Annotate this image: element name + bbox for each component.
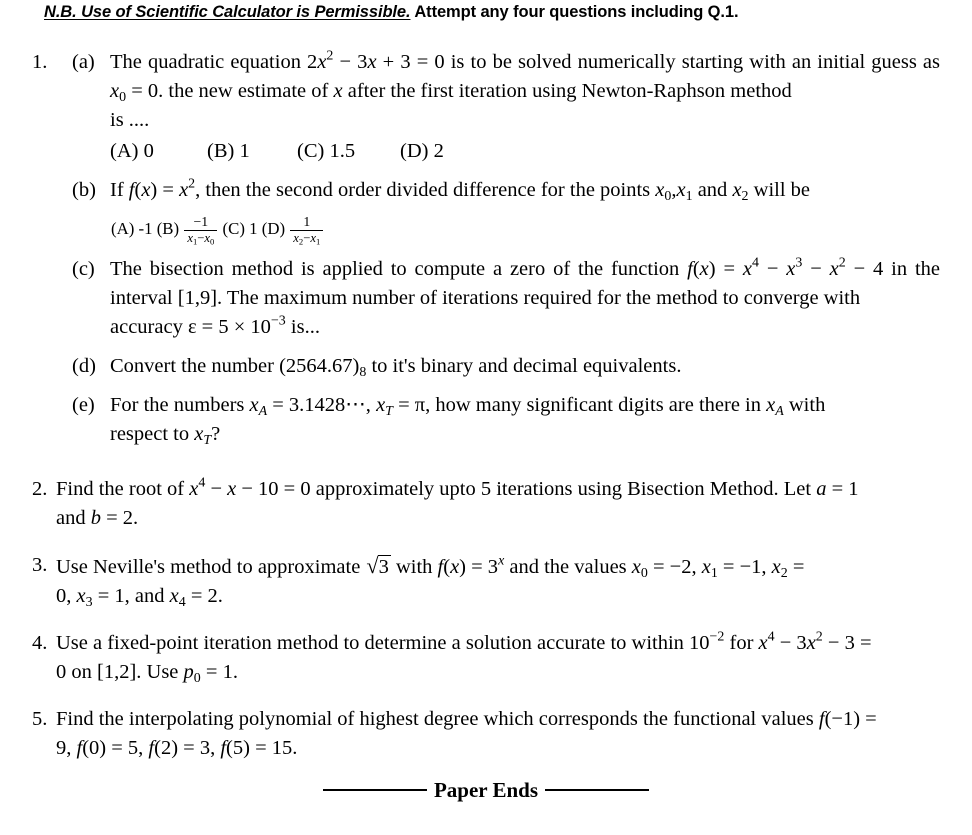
sqrt-3: √3	[366, 553, 389, 579]
question-4-text: Use a fixed-point iteration method to determine a solution accurate to within $10^{-2}$ for $x^4 - 3x^2 - 3$ = 0 on [1,2]. Use $p_0 = 1$.	[56, 629, 940, 687]
question-5-number: 5.	[32, 708, 48, 731]
question-1	[32, 48, 940, 449]
question-1d-text: Convert the number $(2564.67)_8$ to it's binary and decimal equivalents.	[110, 355, 682, 380]
question-4	[32, 629, 940, 687]
question-1e-tail: respect to $x_T$?	[110, 423, 221, 448]
question-2-number: 2.	[32, 478, 48, 501]
calculator-permission-note: N.B. Use of Scientific Calculator is Permissible.	[44, 3, 411, 21]
question-3-text: Use Neville's method to approximate √3 with $f(x) = 3^x$ and the values $x_0 = -2$, $x_1 = -1$, $x_2$ = 0, $x_3 = 1$, and $x_4 = 2$.	[56, 551, 940, 611]
question-1d-label: (d)	[72, 355, 96, 378]
question-3-tail: 0, $x_3 = 1$, and $x_4 = 2$.	[56, 585, 223, 610]
paper-ends-label: Paper Ends	[433, 778, 539, 802]
question-5-text: Find the interpolating polynomial of highest degree which corresponds the functional values f(−1) = 9, f(0) = 5, f(2) = 3, f(5) = 15.	[56, 705, 940, 763]
question-1d	[72, 352, 940, 381]
option-1b-D[interactable]: (D) $\frac{1}{x_2-x_1}$	[262, 219, 325, 238]
question-5-tail: 9, f(0) = 5, f(2) = 3, f(5) = 15.	[56, 737, 298, 760]
question-1c-tail: accuracy $\varepsilon = 5 \times 10^{-3}$ is...	[110, 313, 320, 339]
question-3-number: 3.	[32, 554, 48, 577]
question-1a	[72, 48, 940, 166]
option-1b-C[interactable]: (C) 1	[222, 219, 258, 239]
question-1a-label: (a)	[72, 51, 95, 73]
question-1e-text: For the numbers $x_A$ = 3.1428⋯, $x_T = \pi$, how many significant digits are there in $x_A$ with respect to $x_T$?	[110, 391, 940, 449]
option-1a-D[interactable]: (D) 2	[400, 140, 444, 162]
paper-ends-footer	[0, 778, 972, 803]
question-2-tail: and b = 2.	[56, 507, 139, 530]
question-5	[32, 705, 940, 763]
fraction-minus-one-over-x1-minus-x0: $\frac{-1}{x_1-x_0}$	[184, 214, 217, 245]
question-1e	[72, 391, 940, 449]
question-1b-label: (b)	[72, 179, 96, 201]
question-4-tail: 0 on [1,2]. Use $p_0 = 1$.	[56, 661, 238, 686]
question-1a-tail: is ....	[110, 109, 150, 131]
question-1b	[72, 176, 940, 245]
question-4-number: 4.	[32, 632, 48, 655]
question-1-number: 1.	[32, 51, 48, 73]
footer-rule-left	[323, 789, 427, 791]
option-1a-A[interactable]: (A) 0	[110, 140, 154, 162]
question-1e-label: (e)	[72, 394, 95, 417]
question-paper-body	[0, 48, 972, 763]
question-1a-text: The quadratic equation $2x^2 - 3x + 3 = 0$ is to be solved numerically starting with an initial guess as $x_0 = 0$. the new estimate of x after the first iteration using Newton-Raphson method is .... (A) 0 (B) 1 (C) 1.5 (D) 2	[110, 48, 940, 166]
option-1a-B[interactable]: (B) 1	[207, 140, 250, 162]
option-1b-A[interactable]: (A) -1	[111, 219, 153, 239]
option-1b-B[interactable]: (B) $\frac{-1}{x_1-x_0}$	[157, 219, 223, 238]
question-2-text: Find the root of $x^4 - x - 10 = 0$ approximately upto 5 iterations using Bisection Method. Let a = 1 and b = 2.	[56, 475, 940, 533]
question-2	[32, 475, 940, 533]
fraction-one-over-x2-minus-x1: $\frac{1}{x_2-x_1}$	[290, 214, 323, 245]
exam-instruction-header	[0, 0, 972, 22]
footer-rule-right	[545, 789, 649, 791]
question-1b-options	[111, 214, 324, 245]
option-1a-C[interactable]: (C) 1.5	[297, 140, 356, 162]
question-3	[32, 551, 940, 611]
attempt-instruction: Attempt any four questions including Q.1.	[414, 3, 739, 21]
question-1a-options	[110, 137, 940, 166]
question-1c-label: (c)	[72, 258, 95, 281]
question-1c	[72, 255, 940, 342]
question-1c-text: The bisection method is applied to compute a zero of the function $f(x) = x^4 - x^3 - x^2 - 4$ in the interval [1,9]. The maximum number of iterations required for the method to converge with accuracy $\varepsilon = 5 \times 10^{-3}$ is...	[110, 255, 940, 342]
question-1b-text: If $f(x) = x^2$, then the second order divided difference for the points $x_0,x_1$ and $x_2$ will be (A) -1 (B) $\frac{-1}{x_1-x_0}$ (C) 1 (D) $\frac{1}{x_2-x_1}$	[110, 176, 811, 247]
